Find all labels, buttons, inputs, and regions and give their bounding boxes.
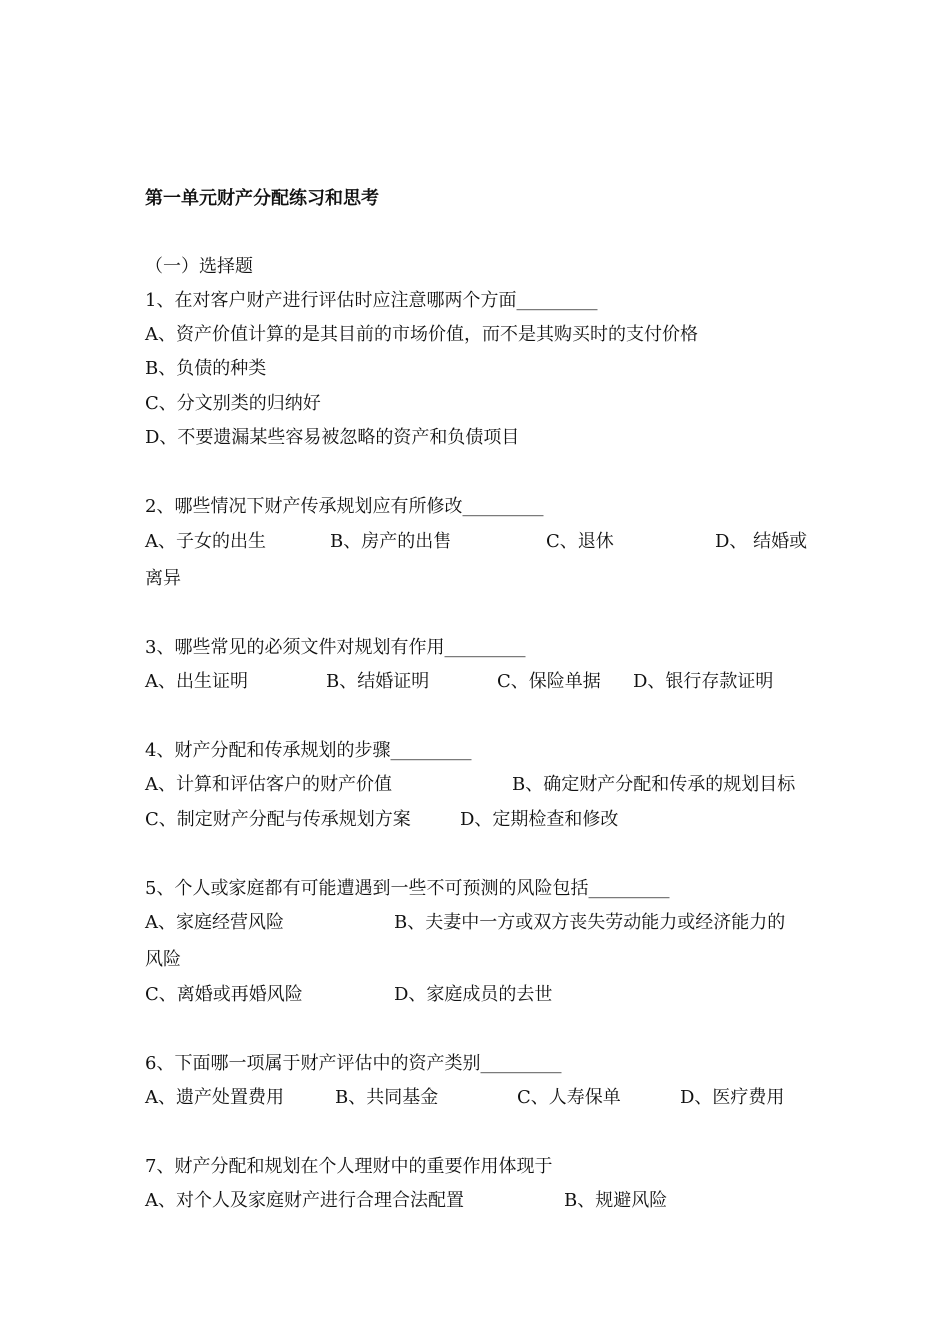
question-7-stem: 7、财产分配和规划在个人理财中的重要作用体现于 [145,1156,553,1177]
question-5-option-b-wrap: 风险 [145,949,181,970]
question-4-option-b: B、确定财产分配和传承的规划目标 [512,774,796,795]
question-4-stem: 4、财产分配和传承规划的步骤_________ [145,740,472,761]
question-1-option-d: D、不要遗漏某些容易被忽略的资产和负债项目 [145,427,520,448]
question-4-option-a: A、计算和评估客户的财产价值 [145,774,392,795]
question-2-option-d: D、 结婚或 [715,531,808,552]
question-5-option-d: D、家庭成员的去世 [394,984,553,1005]
question-5-option-c: C、离婚或再婚风险 [145,984,303,1005]
question-4-option-c: C、制定财产分配与传承规划方案 [145,809,411,830]
question-2-option-a: A、子女的出生 [145,531,266,552]
document-title: 第一单元财产分配练习和思考 [145,188,379,209]
question-2-option-d-wrap: 离异 [145,568,181,589]
question-6-option-d: D、医疗费用 [680,1087,785,1108]
question-1-option-b: B、负债的种类 [145,358,267,379]
question-3-option-a: A、出生证明 [145,671,248,692]
question-1-stem: 1、在对客户财产进行评估时应注意哪两个方面_________ [145,290,598,311]
question-6-option-c: C、人寿保单 [517,1087,621,1108]
question-3-stem: 3、哪些常见的必须文件对规划有作用_________ [145,637,526,658]
question-3-option-c: C、保险单据 [497,671,601,692]
question-6-option-b: B、共同基金 [335,1087,439,1108]
question-6-stem: 6、下面哪一项属于财产评估中的资产类别_________ [145,1053,562,1074]
question-3-option-d: D、银行存款证明 [633,671,774,692]
question-6-option-a: A、遗产处置费用 [145,1087,284,1108]
question-5-stem: 5、个人或家庭都有可能遭遇到一些不可预测的风险包括_________ [145,878,670,899]
question-3-option-b: B、结婚证明 [326,671,430,692]
question-2-stem: 2、哪些情况下财产传承规划应有所修改_________ [145,496,544,517]
question-5-option-a: A、家庭经营风险 [145,912,284,933]
question-1-option-c: C、分文别类的归纳好 [145,393,321,414]
question-4-option-d: D、定期检查和修改 [460,809,619,830]
question-7-option-b: B、规避风险 [564,1190,668,1211]
question-5-option-b: B、夫妻中一方或双方丧失劳动能力或经济能力的 [394,912,786,933]
question-7-option-a: A、对个人及家庭财产进行合理合法配置 [145,1190,464,1211]
question-2-option-c: C、退休 [546,531,614,552]
section-heading: （一）选择题 [145,256,253,277]
question-1-option-a: A、资产价值计算的是其目前的市场价值，而不是其购买时的支付价格 [145,324,698,345]
question-2-option-b: B、房产的出售 [330,531,452,552]
